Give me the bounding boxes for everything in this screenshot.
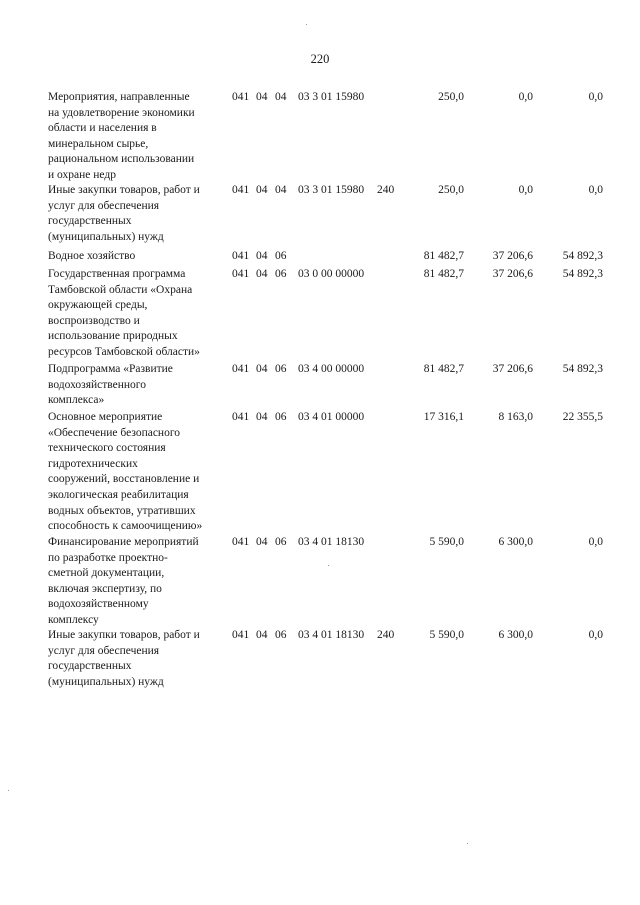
section-code: 04	[256, 363, 268, 375]
amount-3: 0,0	[588, 91, 603, 103]
admin-code: 041	[232, 411, 250, 423]
amount-1: 250,0	[438, 91, 464, 103]
program-code: 03 4 01 18130	[298, 536, 365, 548]
subsection-code: 06	[275, 411, 287, 423]
amount-1: 5 590,0	[429, 536, 464, 548]
amount-3: 22 355,5	[562, 411, 603, 423]
section-code: 04	[256, 629, 268, 641]
expense-code: 240	[377, 184, 395, 196]
program-code: 03 3 01 15980	[298, 91, 365, 103]
amount-2: 6 300,0	[498, 536, 533, 548]
amount-3: 54 892,3	[562, 268, 603, 280]
admin-code: 041	[232, 363, 250, 375]
amount-1: 250,0	[438, 184, 464, 196]
program-code: 03 4 00 00000	[298, 363, 365, 375]
amount-2: 0,0	[518, 184, 533, 196]
subsection-code: 04	[275, 184, 287, 196]
amount-2: 8 163,0	[498, 411, 533, 423]
row-name: Иные закупки товаров, работ и услуг для обеспечения государственных (муниципальных) нужд	[48, 629, 200, 688]
section-code: 04	[256, 411, 268, 423]
program-code: 03 4 01 18130	[298, 629, 365, 641]
program-code: 03 0 00 00000	[298, 268, 365, 280]
section-code: 04	[256, 268, 268, 280]
subsection-code: 06	[275, 250, 287, 262]
admin-code: 041	[232, 268, 250, 280]
program-code: 03 4 01 00000	[298, 411, 365, 423]
section-code: 04	[256, 536, 268, 548]
admin-code: 041	[232, 250, 250, 262]
amount-1: 5 590,0	[429, 629, 464, 641]
scan-speck	[328, 565, 329, 566]
row-name: Иные закупки товаров, работ и услуг для обеспечения государственных (муниципальных) нужд	[48, 184, 200, 243]
amount-1: 81 482,7	[423, 250, 464, 262]
section-code: 04	[256, 250, 268, 262]
amount-2: 37 206,6	[492, 363, 533, 375]
scan-speck	[467, 843, 468, 844]
row-name: Финансирование мероприятий по разработке проектно- сметной документации, включая экспертизу, по водохозяйственному комплексу	[48, 536, 199, 626]
amount-2: 6 300,0	[498, 629, 533, 641]
row-name: Мероприятия, направленные на удовлетворение экономики области и населения в минеральном сырье, рациональном использовании и охране недр	[48, 91, 195, 181]
section-code: 04	[256, 91, 268, 103]
program-code: 03 3 01 15980	[298, 184, 365, 196]
row-name: Государственная программа Тамбовской области «Охрана окружающей среды, воспроизводство и использование природных ресурсов Тамбовской области»	[48, 268, 200, 358]
admin-code: 041	[232, 91, 250, 103]
subsection-code: 06	[275, 363, 287, 375]
amount-3: 0,0	[588, 629, 603, 641]
amount-3: 0,0	[588, 536, 603, 548]
subsection-code: 06	[275, 629, 287, 641]
admin-code: 041	[232, 184, 250, 196]
row-name: Водное хозяйство	[48, 250, 136, 262]
amount-2: 0,0	[518, 91, 533, 103]
amount-3: 54 892,3	[562, 363, 603, 375]
scan-speck	[8, 790, 9, 791]
page-number: 220	[310, 52, 330, 66]
section-code: 04	[256, 184, 268, 196]
amount-1: 81 482,7	[423, 268, 464, 280]
row-name: Основное мероприятие «Обеспечение безопасного технического состояния гидротехнических сооружений, восстановление и экологическая реабилитация водных объектов, утративших способность к самоочищению»	[48, 411, 203, 533]
admin-code: 041	[232, 629, 250, 641]
expense-code: 240	[377, 629, 395, 641]
subsection-code: 04	[275, 91, 287, 103]
amount-3: 54 892,3	[562, 250, 603, 262]
row-name: Подпрограмма «Развитие водохозяйственного комплекса»	[48, 363, 173, 407]
amount-1: 17 316,1	[423, 411, 464, 423]
subsection-code: 06	[275, 536, 287, 548]
subsection-code: 06	[275, 268, 287, 280]
amount-3: 0,0	[588, 184, 603, 196]
amount-2: 37 206,6	[492, 250, 533, 262]
admin-code: 041	[232, 536, 250, 548]
amount-2: 37 206,6	[492, 268, 533, 280]
scan-speck	[306, 24, 307, 25]
amount-1: 81 482,7	[423, 363, 464, 375]
